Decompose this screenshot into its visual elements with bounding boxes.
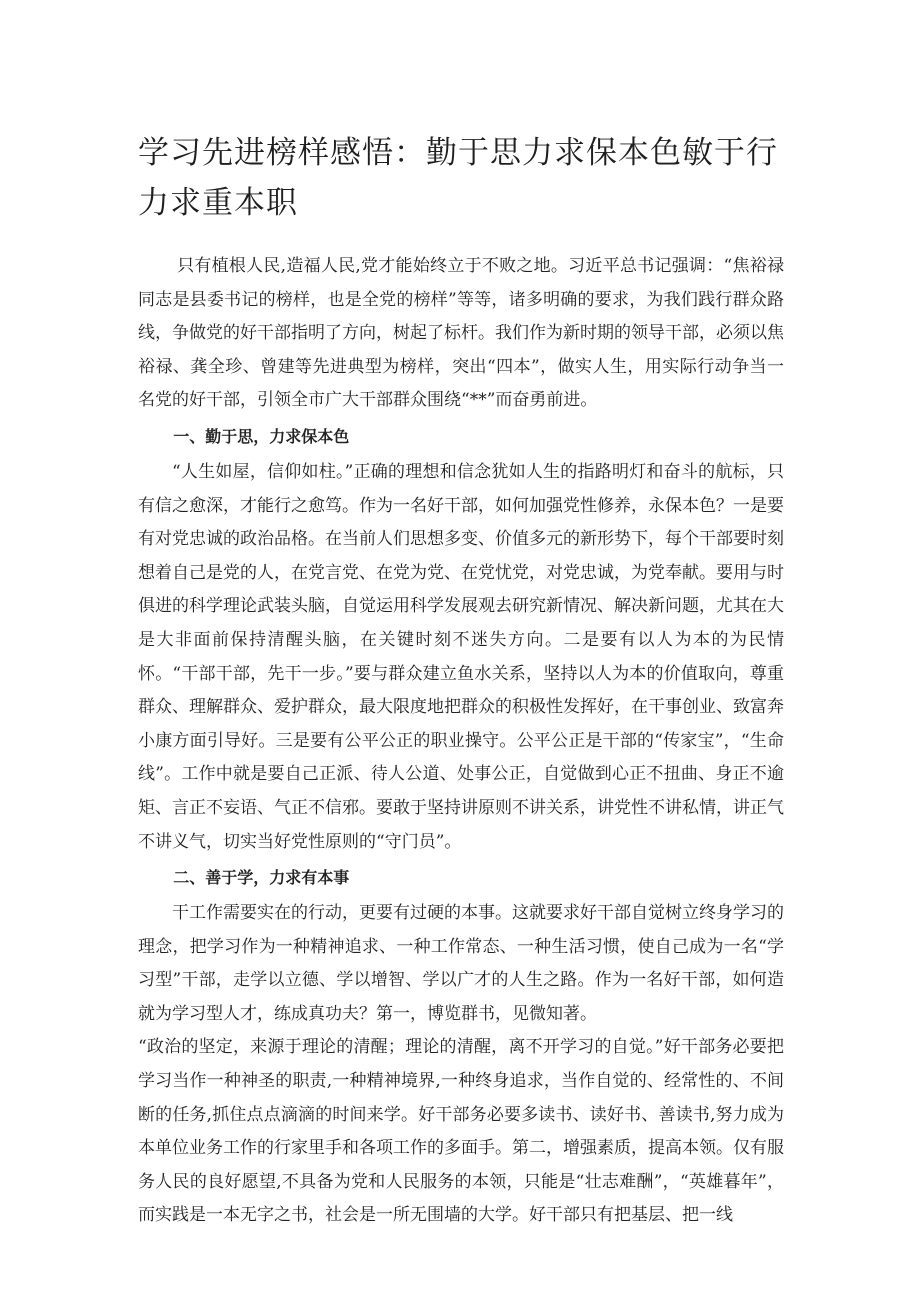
intro-paragraph: 只有植根人民,造福人民,党才能始终立于不败之地。习近平总书记强调：“焦裕禄同志是县委书记的榜样，也是全党的榜样”等等，诸多明确的要求，为我们践行群众路线，争做党的好干部指明了方向，树起了标杆。我们作为新时期的领导干部，必须以焦裕禄、龚全珍、曾建等先进典型为榜样，突出“四本”，做实人生，用实际行动争当一名党的好干部，引领全市广大干部群众围绕“**”而奋勇前进。 <box>138 256 784 411</box>
section-2-paragraph-2: “政治的坚定，来源于理论的清醒；理论的清醒，离不开学习的自觉。”好干部务必要把学习当作一种神圣的职责,一种精神境界,一种终身追求，当作自觉的、经常性的、不间断的任务,抓住点点滴滴的时间来学。好干部务必要多读书、读好书、善读书,努力成为本单位业务工作的行家里手和各项工作的多面手。第二，增强素质，提高本领。仅有服务人民的良好愿望,不具备为党和人民服务的本领，只能是“壮志难酬”，“英雄暮年”，而实践是一本无字之书，社会是一所无围墙的大学。好干部只有把基层、把一线 <box>138 1037 784 1226</box>
document-title: 学习先进榜样感悟：勤于思力求保本色敏于行力求重本职 <box>138 135 778 221</box>
section-1-heading: 一、勤于思，力求保本色 <box>173 426 350 446</box>
document-page <box>138 128 784 1233</box>
section-2-paragraph-1: 干工作需要实在的行动，更要有过硬的本事。这就要求好干部自觉树立终身学习的理念，把学习作为一种精神追求、一种工作常态、一种生活习惯，使自己成为一名“学习型”干部，走学以立德、学以增智、学以广才的人生之路。作为一名好干部，如何造就为学习型人才，练成真功夫？第一，博览群书，见微知著。 <box>138 903 784 1024</box>
section-1-paragraph: “人生如屋，信仰如柱。”正确的理想和信念犹如人生的指路明灯和奋斗的航标，只有信之愈深，才能行之愈笃。作为一名好干部，如何加强党性修养，永保本色？一是要有对党忠诚的政治品格。在当前人们思想多变、价值多元的新形势下，每个干部要时刻想着自己是党的人，在党言党、在党为党、在党忧党，对党忠诚，为党奉献。要用与时俱进的科学理论武装头脑，自觉运用科学发展观去研究新情况、解决新问题，尤其在大是大非面前保持清醒头脑，在关键时刻不迷失方向。二是要有以人为本的为民情怀。“干部干部，先干一步。”要与群众建立鱼水关系，坚持以人为本的价值取向，尊重群众、理解群众、爱护群众，最大限度地把群众的积极性发挥好，在干事创业、致富奔小康方面引导好。三是要有公平公正的职业操守。公平公正是干部的“传家宝”，“生命线”。工作中就是要自己正派、待人公道、处事公正，自觉做到心正不扭曲、身正不逾矩、言正不妄语、气正不信邪。要敢于坚持讲原则不讲关系，讲党性不讲私情，讲正气不讲义气，切实当好党性原则的“守门员”。 <box>138 461 784 852</box>
section-2-heading: 二、善于学，力求有本事 <box>173 868 350 888</box>
